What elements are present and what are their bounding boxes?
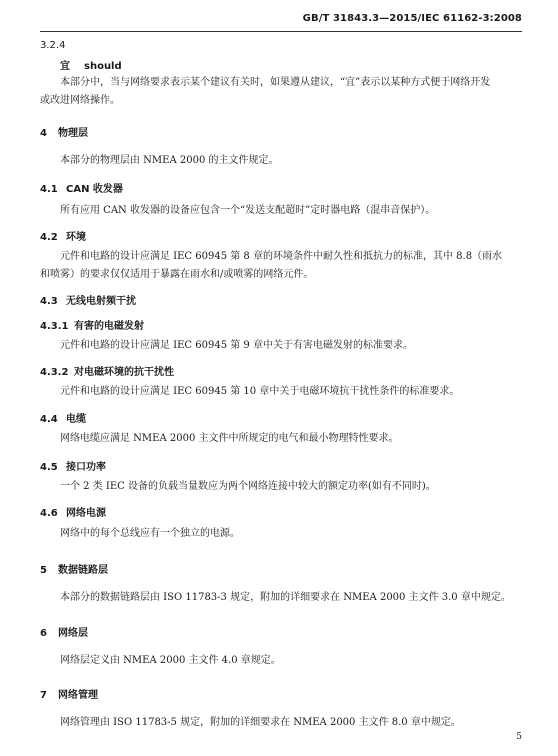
section-number: 5 [40,565,47,576]
page-number: 5 [516,732,522,742]
section-title: 物理层 [58,128,88,139]
header-rule [40,31,522,32]
section-title: 无线电射频干扰 [66,296,136,307]
section-text: 本部分的数据链路层由 ISO 11783-3 规定，附加的详细要求在 NMEA 2000 主文件 3.0 章中规定。 [60,592,511,603]
section-4-5-heading [40,458,522,473]
section-number: 4.5 [40,462,58,473]
section-text: 网络电缆应满足 NMEA 2000 主文件中所规定的电气和最小物理特性要求。 [60,433,399,444]
term-heading [60,57,522,72]
section-text: 元件和电路的设计应满足 IEC 60945 第 9 章中关于有害电磁发射的标准要求。 [60,340,413,351]
section-4-5-text [40,478,522,496]
section-number: 4.3.2 [40,367,69,378]
section-title: 接口功率 [66,462,106,473]
section-4-heading [40,124,522,139]
section-title: 网络层 [58,628,88,639]
section-4-6-heading [40,504,522,519]
section-title: 有害的电磁发射 [74,321,144,332]
section-number: 7 [40,690,47,701]
section-4-3-1-text [40,337,522,355]
section-5-heading [40,561,522,576]
section-text: 网络中的每个总线应有一个独立的电源。 [60,528,240,539]
section-text-line: 和喷雾）的要求仅仅适用于暴露在雨水和/或喷雾的网络元件。 [40,269,314,280]
section-text: 元件和电路的设计应满足 IEC 60945 第 10 章中关于电磁环境抗干扰性条件的标准要求。 [60,386,460,397]
section-7-heading [40,686,522,701]
section-4-1-heading [40,180,522,195]
section-title: 环境 [66,232,86,243]
section-number: 6 [40,628,47,639]
clause-text-line: 或改进网络操作。 [40,95,120,106]
section-7-text [40,714,522,732]
section-number: 4.1 [40,184,58,195]
section-5-text [40,589,522,607]
section-text: 本部分的物理层由 NMEA 2000 的主文件规定。 [60,155,279,166]
clause-3-2-4-text [40,74,522,110]
section-4-4-text [40,430,522,448]
section-4-3-heading [40,292,522,307]
section-text: 所有应用 CAN 收发器的设备应包含一个“发送支配超时”定时器电路（混串音保护）。 [60,205,436,216]
section-title: 数据链路层 [58,565,108,576]
section-number: 4.3.1 [40,321,69,332]
section-title: 对电磁环境的抗干扰性 [74,367,174,378]
term-cn: 宜 [60,61,70,72]
section-title: 网络电源 [66,508,106,519]
section-text: 一个 2 类 IEC 设备的负载当量数应为两个网络连接中较大的额定功率(如有不同时)。 [60,481,436,492]
section-title: 电缆 [66,414,86,425]
section-title: 网络管理 [58,690,98,701]
clause-3-2-4 [40,40,522,72]
section-4-3-1-heading [40,317,522,332]
section-number: 4.4 [40,414,58,425]
section-number: 4.2 [40,232,58,243]
section-number: 4.3 [40,296,58,307]
section-4-3-2-heading [40,363,522,378]
section-6-heading [40,624,522,639]
section-text-line: 元件和电路的设计应满足 IEC 60945 第 8 章的环境条件中耐久性和抵抗力的标准，其中 8.8（雨水 [60,251,503,262]
section-number: 4.6 [40,508,58,519]
section-text: 网络层定义由 NMEA 2000 主文件 4.0 章规定。 [60,655,281,666]
section-4-2-text [40,248,522,284]
clause-number: 3.2.4 [40,40,66,51]
section-4-4-heading [40,410,522,425]
standard-id-header: GB/T 31843.3—2015/IEC 61162-3:2008 [302,13,522,24]
section-4-1-text [40,202,522,220]
section-text: 网络管理由 ISO 11783-5 规定，附加的详细要求在 NMEA 2000 主文件 8.0 章中规定。 [60,717,461,728]
section-number: 4 [40,128,47,139]
section-6-text [40,652,522,670]
section-4-text [40,152,522,170]
clause-text-line: 本部分中，当与网络要求表示某个建议有关时，如果遵从建议，“宜”表示以某种方式便于网络开发 [60,77,491,88]
section-4-2-heading [40,228,522,243]
section-4-3-2-text [40,383,522,401]
section-title: CAN 收发器 [66,184,123,195]
term-en: should [84,61,122,72]
section-4-6-text [40,525,522,543]
